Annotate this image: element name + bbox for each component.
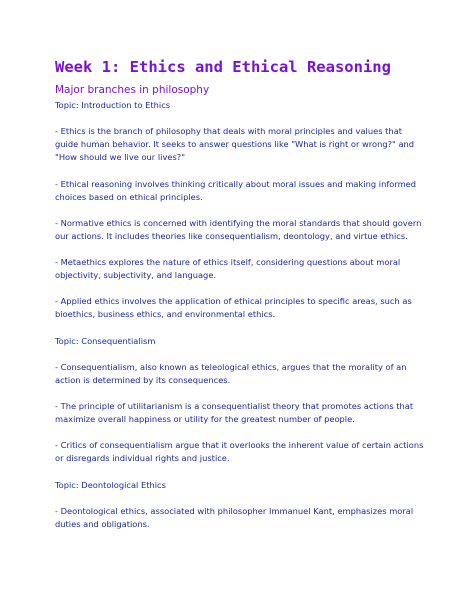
paragraph: - Consequentialism, also known as teleological ethics, argues that the morality of an action is determined by its consequences.	[55, 362, 407, 385]
paragraph: - Ethics is the branch of philosophy that deals with moral principles and values that guide human behavior. It seeks to answer questions like "What is right or wrong?" and "How should we live our lives?"	[55, 126, 415, 162]
paragraph: - The principle of utilitarianism is a consequentialist theory that promotes actions that maximize overall happiness or utility for the greatest number of people.	[55, 401, 414, 424]
topic-heading-deontological: Topic: Deontological Ethics	[55, 480, 166, 490]
paragraph: - Metaethics explores the nature of ethics itself, considering questions about moral objectivity, subjectivity, and language.	[55, 257, 401, 280]
topic-heading-consequentialism: Topic: Consequentialism	[55, 336, 156, 346]
paragraph: - Critics of consequentialism argue that it overlooks the inherent value of certain actions or disregards individual rights and justice.	[55, 440, 424, 463]
paragraph: - Deontological ethics, associated with philosopher Immanuel Kant, emphasizes moral duties and obligations.	[55, 506, 414, 529]
page-subtitle: Major branches in philosophy	[55, 84, 210, 96]
document-content	[55, 57, 425, 531]
paragraph: - Applied ethics involves the application of ethical principles to specific areas, such as bioethics, business ethics, and environmental ethics.	[55, 296, 412, 319]
paragraph: - Ethical reasoning involves thinking critically about moral issues and making informed choices based on ethical principles.	[55, 179, 417, 202]
paragraph: - Normative ethics is concerned with identifying the moral standards that should govern our actions. It includes theories like consequentialism, deontology, and virtue ethics.	[55, 218, 422, 241]
page-title: Week 1: Ethics and Ethical Reasoning	[55, 58, 391, 76]
topic-heading-introduction: Topic: Introduction to Ethics	[55, 100, 171, 110]
